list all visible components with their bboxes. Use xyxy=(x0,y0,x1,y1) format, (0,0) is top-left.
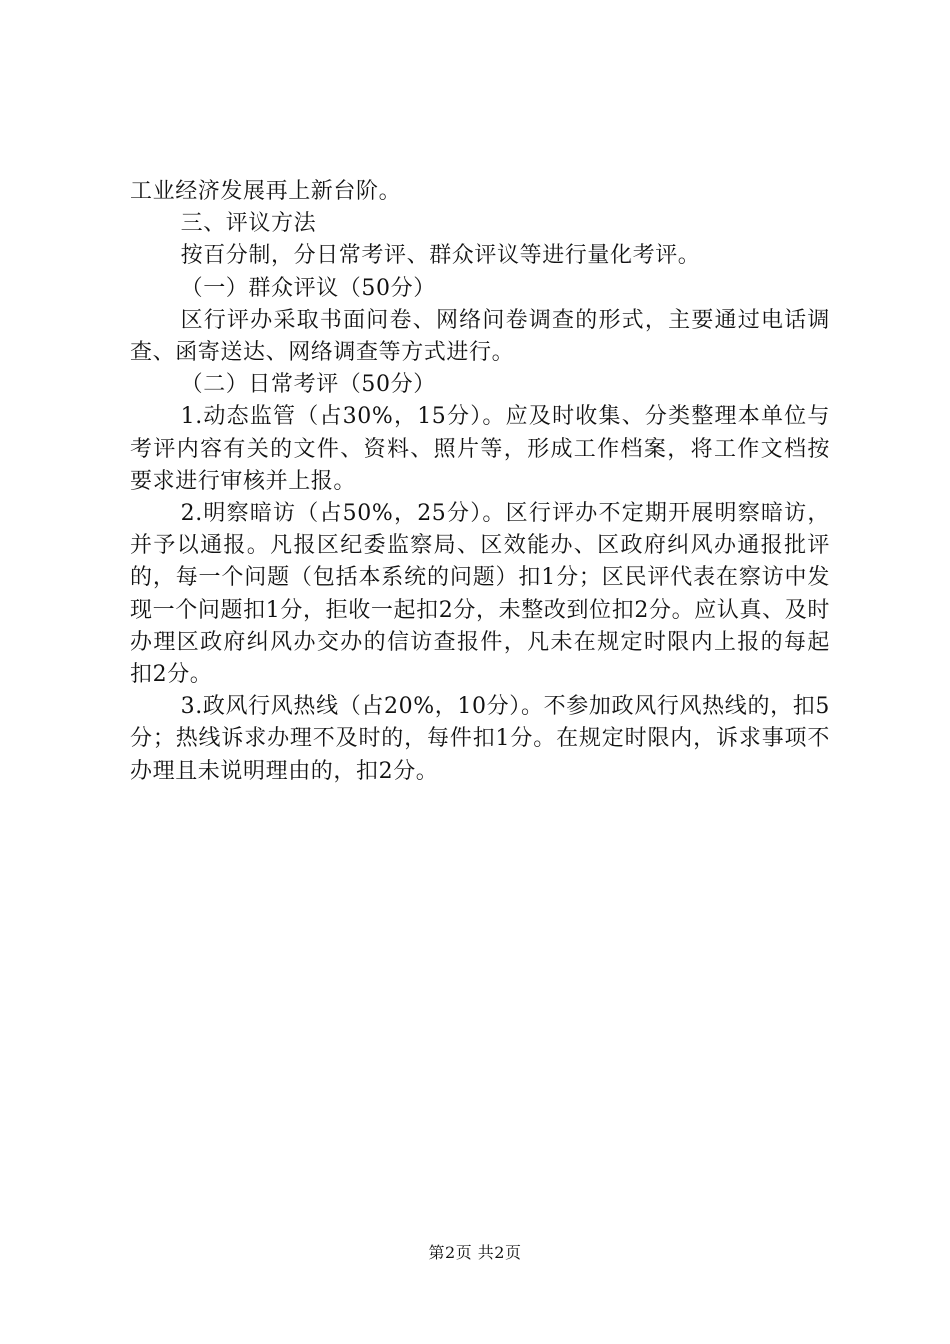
subheading-public-review: （一）群众评议（50分） xyxy=(180,275,436,301)
paragraph-scoring-overview: 按百分制，分日常考评、群众评议等进行量化考评。 xyxy=(180,243,701,269)
document-body xyxy=(130,176,830,788)
page-number-footer: 第2页 共2页 xyxy=(428,1243,522,1262)
paragraph-hotline: 3.政风行风热线（占20%，10分）。不参加政风行风热线的，扣5分；热线诉求办理不及时的，每件扣1分。在规定时限内，诉求事项不办理且未说明理由的，扣2分。 xyxy=(130,694,830,784)
paragraph-continuation: 工业经济发展再上新台阶。 xyxy=(130,179,402,204)
section-heading-evaluation-method: 三、评议方法 xyxy=(180,211,317,237)
paragraph-dynamic-supervision: 1.动态监管（占30%，15分）。应及时收集、分类整理本单位与考评内容有关的文件、资料、照片等，形成工作档案，将工作文档按要求进行审核并上报。 xyxy=(130,404,830,494)
paragraph-public-review: 区行评办采取书面问卷、网络问卷调查的形式，主要通过电话调查、函寄送达、网络调查等方式进行。 xyxy=(130,307,830,366)
paragraph-inspection: 2.明察暗访（占50%，25分）。区行评办不定期开展明察暗访，并予以通报。凡报区纪委监察局、区效能办、区政府纠风办通报批评的，每一个问题（包括本系统的问题）扣1分；区民评代表在察访中发现一个问题扣1分，拒收一起扣2分，未整改到位扣2分。应认真、及时办理区政府纠风办交办的信访查报件，凡未在规定时限内上报的每起扣2分。 xyxy=(130,501,830,688)
subheading-daily-evaluation: （二）日常考评（50分） xyxy=(180,372,436,398)
